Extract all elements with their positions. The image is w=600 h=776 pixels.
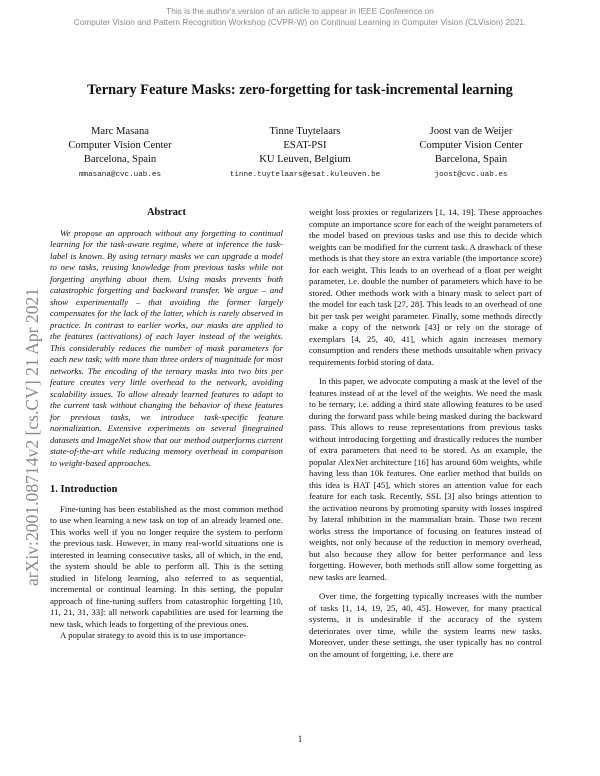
abstract: [50, 228, 283, 470]
paper-title: Ternary Feature Masks: zero-forgetting for task-incremental learning: [87, 82, 513, 98]
author-email: tinne.tuytelaars@esat.kuleuven.be: [229, 171, 381, 179]
right-column: [309, 207, 542, 660]
author-name: Tinne Tuytelaars: [269, 126, 341, 137]
author-name: Joost van de Weijer: [429, 126, 513, 137]
publication-notice-line2: Computer Vision and Pattern Recognition Workshop (CVPR-W) on Continual Learning in Computer Vision (CLVision) 2021.: [73, 17, 527, 27]
body-paragraph: weight loss proxies or regularizers [1, 14, 19]. These approaches compute an importance score for each of the weight parameters of the model based on previous tasks and use this to decide which weights can be modified for the current task. A drawback of these methods is that they store an extra variable (the importance score) for each weight. This leads to an overhead of a float per weight parameter, i.e. double the number of parameters which have to be stored. Other methods work with a binary mask to select part of the model for each task [27, 28]. This leads to an overhead of one bit per task per weight parameter. Finally, some methods directly make a copy of the network [43] or rely on the storage of exemplars [4, 25, 40, 41], which again increases memory consumption and renders these methods unsuitable when privacy requirements forbid storing of data.: [309, 207, 543, 367]
abstract-heading: Abstract: [146, 207, 187, 218]
author-affiliation: Computer Vision Center: [419, 140, 523, 151]
publication-notice-line1: This is the author's version of an article to appear in IEEE Conference on: [166, 6, 434, 16]
section-heading-introduction: 1. Introduction: [50, 484, 118, 495]
author-location: KU Leuven, Belgium: [259, 154, 351, 165]
body-paragraph: In this paper, we advocate computing a mask at the level of the features instead of at the level of the weights. We need the mask to be ternary, i.e. adding a third state allowing features to be used during the forward pass while being masked during the backward pass. This allows to reuse representations from previous tasks without introducing forgetting and drastically reduces the number of extra parameters that need to be stored. As an example, the popular AlexNet architecture [16] has around 60m weights, while having less than 10k features. One earlier method that builds on this idea is HAT [45], which stores an attention value for each feature for each task. Recently, SSL [3] also brings attention to the activation neurons by promoting sparsity with losses inspired by lateral inhibition in the mammalian brain. Those two recent works stress the importance of focusing on features instead of weights, not only because of the reduction in memory overhead, but also because they allow for better performance and less forgetting. However, both methods still allow some forgetting as new tasks are learned.: [309, 376, 542, 582]
author-location: Barcelona, Spain: [83, 154, 157, 165]
author-affiliation: ESAT-PSI: [283, 140, 327, 151]
author-location: Barcelona, Spain: [434, 154, 508, 165]
left-column: [50, 207, 283, 642]
body-paragraph: Over time, the forgetting typically increases with the number of tasks [1, 14, 19, 25, 40, 45]. However, for many practical systems, it is undesirable if the accuracy of the system deteriorates over time, while the system learns new tasks. Moreover, under these settings, the user typically has no control on the amount of forgetting, i.e. there are: [309, 591, 542, 659]
author-name: Marc Masana: [91, 126, 149, 137]
intro-paragraph: A popular strategy to avoid this is to use importance-: [60, 630, 247, 640]
arxiv-identifier: arXiv:2001.08714v2 [cs.CV] 21 Apr 2021: [22, 287, 42, 586]
author-block: [382, 125, 560, 183]
author-affiliation: Computer Vision Center: [68, 140, 172, 151]
intro-paragraph: Fine-tuning has been established as the most common method to use when learning a new task on top of an already learned one. This works well if you no longer require the system to perform the previous task. However, in many real-world situations one is interested in learning consecutive tasks, all of which, in the end, the system should be able to perform all. This is the setting studied in lifelong learning, also referred to as sequential, incremental or continual learning. In this setting, the popular approach of fine-tuning suffers from catastrophic forgetting [10, 11, 21, 31, 33]: all network capabilities are used for learning the new task, which leads to forgetting of the previous ones.: [50, 503, 283, 629]
page-number: 1: [297, 734, 303, 744]
author-block: [220, 125, 390, 183]
author-email: mmasana@cvc.uab.es: [78, 171, 162, 179]
abstract-text: We propose an approach without any forgetting to continual learning for the task-aware regime, where at inference the task-label is known. By using ternary masks we can upgrade a model to new tasks, reusing knowledge from previous tasks while not forgetting anything about them. Using masks prevents both catastrophic forgetting and backward transfer. We argue – and show experimentally – that avoiding the former largely compensates for the lack of the latter, which is rarely observed in practice. In contrast to earlier works, our masks are applied to the features (activations) of each layer instead of the weights. This considerably reduces the number of mask parameters for each new task; with more than three orders of magnitude for most networks. The encoding of the ternary masks into two bits per feature creates very little overhead to the network, avoiding scalability issues. To allow already learned features to adapt to the current task without changing the behavior of these features for previous tasks, we introduce task-specific feature normalization. Extensive experiments on several finegrained datasets and ImageNet show that our method outperforms current state-of-the-art while reducing memory overhead in comparison to weight-based approaches.: [50, 227, 283, 468]
author-email: joost@cvc.uab.es: [434, 171, 508, 179]
author-block: [40, 125, 200, 183]
